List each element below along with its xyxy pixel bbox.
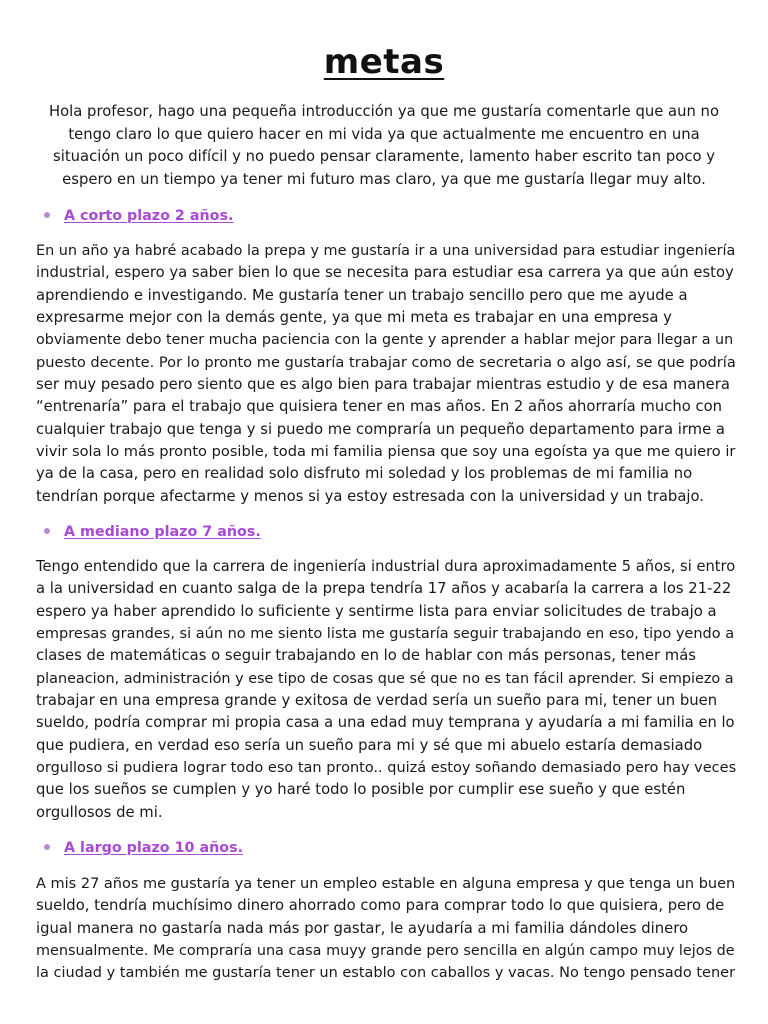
heading-label[interactable]: A largo plazo 10 años. (64, 840, 244, 856)
intro-paragraph: Hola profesor, hago una pequeña introducción ya que me gustaría comentarle que aun no tengo claro lo que quiero hacer en mi vida ya que actualmente me encuentro en una situación un poco difícil y no puedo pensar claramente, lamento haber escrito tan poco y espero en un tiempo ya tener mi futuro mas claro, ya que me gustaría llegar muy alto. (49, 103, 719, 188)
paragraph-line: sueldo, podría comprar mi propia casa a una edad muy temprana y ayudaría a mi familia en lo (36, 714, 735, 732)
paragraph-line: Tengo entendido que la carrera de ingeniería industrial dura aproximadamente 5 años, si entro (36, 558, 736, 575)
paragraph-line: A mis 27 años me gustaría ya tener un empleo estable en alguna empresa y que tenga un buen (36, 876, 736, 892)
paragraph-line: planeacion, administración y ese tipo de cosas que sé que no es tan fácil aprender. Si empiezo a (36, 670, 734, 687)
paragraph-line: empresas grandes, si aún no me siento lista me gustaría seguir trabajando en eso, tipo yendo a (36, 626, 735, 643)
paragraph-line: cualquier trabajo que tenga y si puedo me compraría un pequeño departamento para irme a (36, 420, 725, 438)
paragraph-line: tendrían porque afectarme y menos si ya estoy estresada con la universidad y un trabajo. (36, 487, 704, 505)
section-paragraph-short-term (36, 240, 736, 508)
paragraph-line: puesto decente. Por lo pronto me gustaría trabajar como de secretaria o algo así, se que podría (36, 353, 736, 371)
paragraph-line: En un año ya habré acabado la prepa y me gustaría ir a una universidad para estudiar ingeniería (36, 243, 736, 259)
paragraph-line: mensualmente. Me compraría una casa muyy grande pero sencilla en algún campo muy lejos de (36, 943, 735, 960)
paragraph-line: a la universidad en cuanto salga de la prepa tendría 17 años y acabaría la carrera a los 21-22 (36, 580, 732, 598)
heading-label[interactable]: A corto plazo 2 años. (64, 208, 234, 224)
section-heading-short-term (44, 206, 444, 226)
bullet-icon (44, 528, 50, 534)
paragraph-line: la ciudad y también me gustaría tener un establo con caballos y vacas. No tengo pensado tener (36, 965, 736, 982)
paragraph-line: ser muy pesado pero siento que es algo bien para trabajar mientras estudio y de esa manera (36, 376, 730, 394)
section-heading-medium-term (44, 522, 444, 542)
paragraph-line: sueldo, tendría muchísimo dinero ahorrado como para comprar todo lo que quisiera, pero de (36, 897, 725, 915)
paragraph-line: industrial, espero ya saber bien lo que se necesita para estudiar esa carrera ya que aún estoy (36, 264, 734, 282)
paragraph-line: aprendiendo e investigando. Me gustaría tener un trabajo sencillo pero que me ayude a (36, 286, 688, 304)
paragraph-line: que pudiera, en verdad eso sería un sueño para mi y sé que mi abuelo estaría demasiado (36, 736, 703, 754)
paragraph-line: trabajar en una empresa grande y exitosa de verdad sería un sueño para mi, tener un buen (36, 692, 718, 710)
paragraph-line: espero ya haber aprendido lo suficiente y sentirme lista para enviar solicitudes de trabajo a (36, 602, 717, 620)
section-paragraph-medium-term (36, 556, 736, 824)
section-paragraph-long-term (36, 873, 736, 985)
bullet-icon (44, 844, 50, 850)
paragraph-line: orgullosos de mi. (36, 803, 163, 821)
paragraph-line: clases de matemáticas o seguir trabajando en lo de hablar con más personas, tener más (36, 647, 696, 665)
paragraph-line: igual manera no gastaría nada más por gastar, le ayudaría a mi familia dándoles dinero (36, 919, 689, 937)
paragraph-line: vivir sola lo más pronto posible, toda mi familia piensa que soy una egoísta ya que me quiero ir (36, 443, 736, 461)
paragraph-line: que los sueños se cumplen y yo haré todo lo posible por cumplir ese sueño y que estén (36, 781, 686, 799)
bullet-icon (44, 212, 50, 218)
paragraph-line: orgulloso si pudiera lograr todo eso tan pronto.. quizá estoy soñando demasiado pero hay veces (36, 760, 737, 777)
paragraph-line: expresarme mejor con la demás gente, ya que mi meta es trabajar en una empresa y (36, 309, 672, 327)
paragraph-line: “entrenaría” para el trabajo que quisiera tener en mas años. En 2 años ahorraría mucho con (36, 398, 723, 416)
paragraph-line: ya de la casa, pero en realidad solo disfruto mi soledad y los problemas de mi familia no (36, 465, 693, 483)
heading-label[interactable]: A mediano plazo 7 años. (64, 524, 261, 540)
section-heading-long-term (44, 838, 444, 858)
paragraph-line: obviamente debo tener mucha paciencia con la gente y aprender a hablar mejor para llegar a un (36, 332, 734, 349)
page-title: metas (323, 42, 445, 82)
